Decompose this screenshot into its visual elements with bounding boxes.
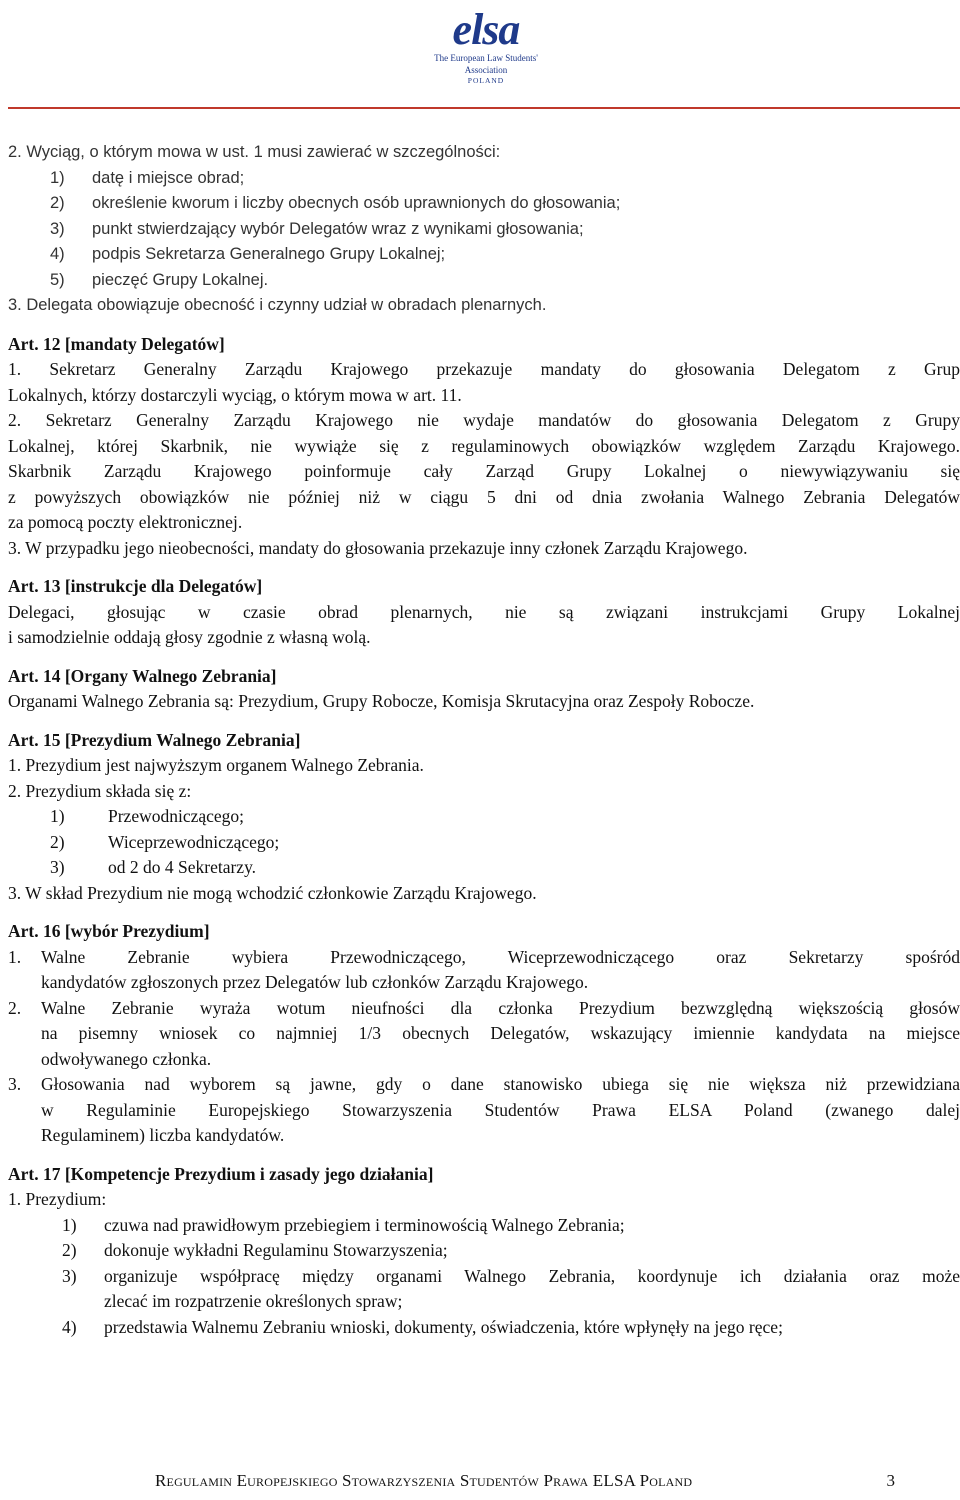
list-number: 1. [8,946,22,967]
paragraph-line: Lokalnej, której Skarbnik, nie wywiąże się z regulaminowych obowiązków względem Zarządu Krajowego. [8,435,960,456]
article-heading: Art. 14 [Organy Walnego Zebrania] [8,665,277,686]
paragraph-line: kandydatów zgłoszonych przez Delegatów lub członków Zarządu Krajowego. [41,972,589,992]
list-item [8,830,960,856]
logo-country: POLAND [467,76,505,85]
list-item [8,996,960,1022]
article-heading: Art. 17 [Kompetencje Prezydium i zasady jego działania] [8,1163,434,1184]
list-number: 3) [50,857,65,877]
list-text: przedstawia Walnemu Zebraniu wnioski, dokumenty, oświadczenia, które wpłynęły na jego ręce; [104,1316,783,1337]
list-item [8,1315,960,1341]
paragraph-line: z powyższych obowiązków nie później niż w ciągu 5 dni od dnia zwołania Walnego Zebrania Delegatów [8,486,960,507]
list-item [8,191,960,217]
list-number: 2. [8,997,22,1018]
list-item [8,166,960,192]
list-number: 3) [62,1265,77,1286]
logo-subtitle: The European Law Students' Association [434,53,538,75]
list-number: 4) [50,245,65,263]
logo-mark: elsa [452,5,520,54]
list-number: 4) [62,1316,77,1337]
list-text: Przewodniczącego; [108,806,245,826]
list-text: Walne Zebranie wyraża wotum nieufności dla członka Prezydium bezwzględną większością głosów [41,997,960,1018]
list-text: organizuje współpracę między organami Walnego Zebrania, koordynuje ich działania oraz może [104,1265,960,1286]
paragraph-line: 2. Sekretarz Generalny Zarządu Krajowego nie wydaje mandatów do głosowania Delegatom z Grupy [8,410,960,430]
list-text: podpis Sekretarza Generalnego Grupy Lokalnej; [92,245,446,263]
paragraph-line: Lokalnych, którzy dostarczyli wyciąg, o którym mowa w art. 11. [8,384,462,405]
list-item [8,1264,960,1290]
paragraph-line: i samodzielnie oddają głosy zgodnie z własną wolą. [8,627,371,647]
list-text: pieczęć Grupy Lokalnej. [92,270,269,289]
list-item [8,945,960,971]
list-number: 3) [50,219,65,238]
paragraph-line: Skarbnik Zarządu Krajowego poinformuje cały Zarząd Grupy Lokalnej o niewywiązywaniu się [8,461,960,481]
article-heading: Art. 15 [Prezydium Walnego Zebrania] [8,729,301,750]
article-heading: Art. 16 [wybór Prezydium] [8,921,210,941]
paragraph-line: odwoływanego członka. [41,1048,212,1069]
elsa-logo [416,5,556,86]
list-item [8,1072,960,1098]
list-number: 1) [62,1214,77,1235]
header-divider [8,107,960,109]
paragraph-line: za pomocą poczty elektronicznej. [8,512,243,532]
paragraph-line: 3. W przypadku jego nieobecności, mandaty do głosowania przekazuje inny członek Zarządu Krajowego. [8,537,748,558]
footer-title: Regulamin Europejskiego Stowarzyszenia Studentów Prawa ELSA Poland [155,1471,693,1490]
list-text: datę i miejsce obrad; [92,168,245,187]
paragraph-line: zlecać im rozpatrzenie określonych spraw; [104,1291,403,1311]
list-item [8,242,960,268]
list-item [8,1213,960,1239]
list-text: Wiceprzewodniczącego; [108,831,280,852]
list-text: dokonuje wykładni Regulaminu Stowarzyszenia; [104,1240,448,1260]
list-text: określenie kworum i liczby obecnych osób uprawnionych do głosowania; [92,194,621,212]
list-item [8,804,960,830]
paragraph-line: 3. W skład Prezydium nie mogą wchodzić członkowie Zarządu Krajowego. [8,882,537,903]
list-text: od 2 do 4 Sekretarzy. [108,857,257,877]
paragraph-line: 1. Sekretarz Generalny Zarządu Krajowego przekazuje mandaty do głosowania Delegatom z Grup [8,359,960,379]
article-heading: Art. 12 [mandaty Delegatów] [8,333,225,354]
list-number: 2) [50,194,65,212]
paragraph-line: Organami Walnego Zebrania są: Prezydium, Grupy Robocze, Komisja Skrutacyjna oraz Zespoły Robocze. [8,691,755,711]
list-item [8,1238,960,1264]
page-footer [155,1471,895,1493]
list-number: 3. [8,1074,22,1094]
paragraph-line: 1. Prezydium jest najwyższym organem Walnego Zebrania. [8,755,424,775]
list-number: 1) [50,168,65,187]
document-body [8,140,960,1340]
paragraph-line: w Regulaminie Europejskiego Stowarzyszenia Studentów Prawa ELSA Poland (zwanego dalej [41,1099,960,1120]
list-text: Walne Zebranie wybiera Przewodniczącego, Wiceprzewodniczącego oraz Sekretarzy spośród [41,946,960,967]
list-text: punkt stwierdzający wybór Delegatów wraz z wynikami głosowania; [92,219,584,238]
list-number: 2) [50,831,65,852]
list-number: 5) [50,270,65,289]
page-header [0,0,960,112]
list-item [8,855,960,881]
page-number: 3 [886,1471,895,1490]
list-item [8,217,960,243]
paragraph-line: na pisemny wniosek co najmniej 1/3 obecnych Delegatów, wskazujący imiennie kandydata na miejsce [41,1023,960,1043]
paragraph-line: 2. Prezydium składa się z: [8,780,192,801]
list-text: Głosowania nad wyborem są jawne, gdy o dane stanowisko ubiega się nie większa niż przewidziana [41,1074,960,1094]
paragraph-line: Delegaci, głosując w czasie obrad plenarnych, nie są związani instrukcjami Grupy Lokalnej [8,601,960,622]
article-heading: Art. 13 [instrukcje dla Delegatów] [8,576,263,596]
paragraph-line: 2. Wyciąg, o którym mowa w ust. 1 musi zawierać w szczególności: [8,143,501,161]
paragraph-line: 3. Delegata obowiązuje obecność i czynny udział w obradach plenarnych. [8,296,547,314]
list-item [8,268,960,294]
paragraph-line: Regulaminem) liczba kandydatów. [41,1125,285,1145]
list-number: 2) [62,1240,77,1260]
list-text: czuwa nad prawidłowym przebiegiem i terminowością Walnego Zebrania; [104,1214,625,1235]
paragraph-line: 1. Prezydium: [8,1189,107,1209]
list-number: 1) [50,806,65,826]
